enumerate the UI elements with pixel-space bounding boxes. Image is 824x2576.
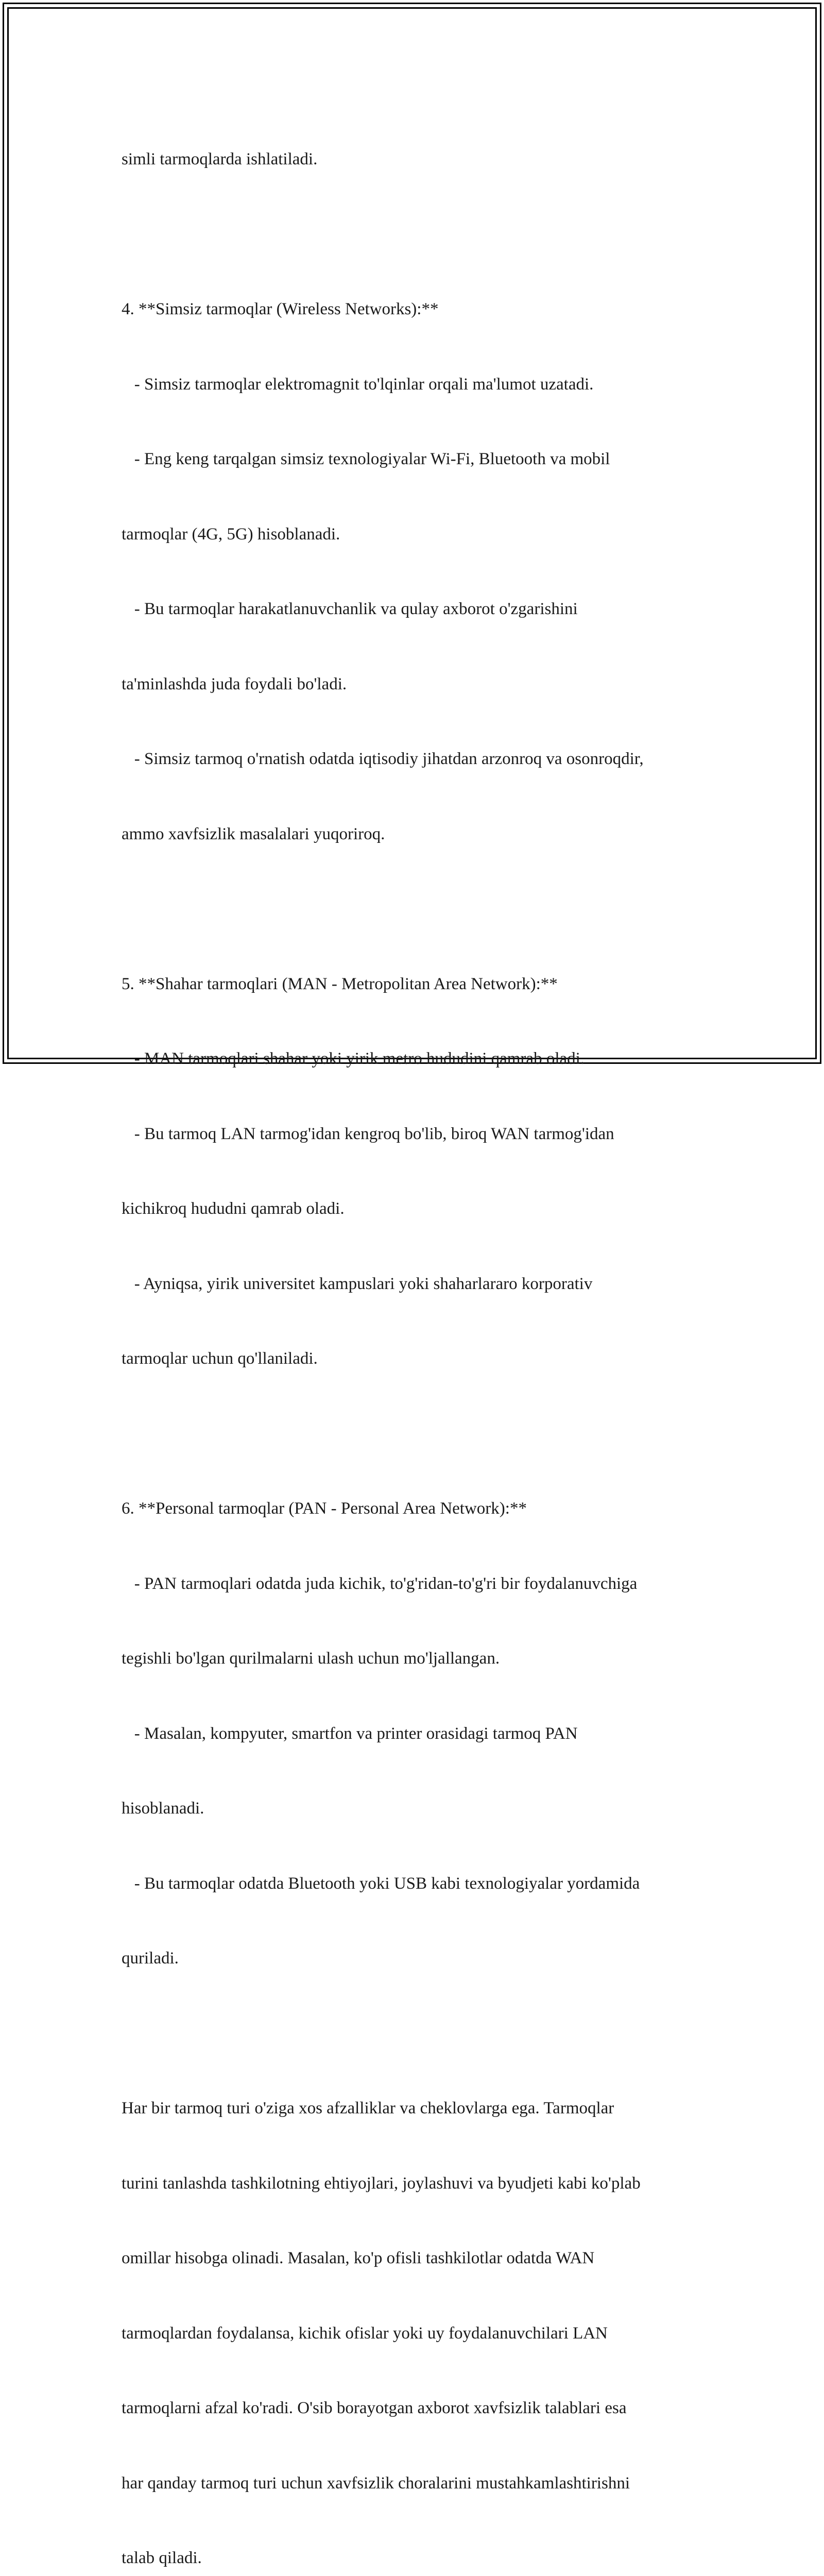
conclusion-line: talab qiladi. [122,2549,202,2567]
conclusion-line: Har bir tarmoq turi o'ziga xos afzalliklar va cheklovlarga ega. Tarmoqlar [122,2099,614,2117]
text-line: - Bu tarmoq LAN tarmog'idan kengroq bo'lib, biroq WAN tarmog'idan [122,1124,614,1143]
text-line: ammo xavfsizlik masalalari yuqoriroq. [122,824,385,843]
text-line: - Simsiz tarmoqlar elektromagnit to'lqinlar orqali ma'lumot uzatadi. [122,375,594,394]
conclusion-line: tarmoqlardan foydalansa, kichik ofislar yoki uy foydalanuvchilari LAN [122,2324,608,2343]
text-line: - MAN tarmoqlari shahar yoki yirik metro hududini qamrab oladi. [122,1049,585,1068]
text-line: - Eng keng tarqalgan simsiz texnologiyalar Wi-Fi, Bluetooth va mobil [122,450,610,468]
conclusion-line: har qanday tarmoq turi uchun xavfsizlik choralarini mustahkamlashtirishni [122,2473,630,2493]
text-line: quriladi. [122,1949,179,1968]
text-line: hisoblanadi. [122,1799,204,1818]
document-body [122,97,714,2576]
section-heading-pan: 6. **Personal tarmoqlar (PAN - Personal Area Network):** [122,1499,527,1518]
text-line: - Ayniqsa, yirik universitet kampuslari yoki shaharlararo korporativ [122,1274,593,1293]
text-line: tarmoqlar uchun qo'llaniladi. [122,1349,318,1368]
blank-line [122,1421,714,1447]
conclusion-line: omillar hisobga olinadi. Masalan, ko'p ofisli tashkilotlar odatda WAN [122,2249,595,2267]
conclusion-line: turini tanlashda tashkilotning ehtiyojlari, joylashuvi va byudjeti kabi ko'plab [122,2174,641,2193]
text-line: simli tarmoqlarda ishlatiladi. [122,150,318,168]
blank-line [122,896,714,922]
blank-line [122,222,714,247]
text-line: tarmoqlar (4G, 5G) hisoblanadi. [122,524,340,544]
conclusion-line: tarmoqlarni afzal ko'radi. O'sib borayotgan axborot xavfsizlik talablari esa [122,2399,627,2417]
section-heading-man: 5. **Shahar tarmoqlari (MAN - Metropolitan Area Network):** [122,974,558,993]
text-line: ta'minlashda juda foydali bo'ladi. [122,674,347,693]
text-line: - PAN tarmoqlari odatda juda kichik, to'g'ridan-to'g'ri bir foydalanuvchiga [122,1574,638,1593]
text-line: tegishli bo'lgan qurilmalarni ulash uchun mo'ljallangan. [122,1649,500,1668]
text-line: - Bu tarmoqlar odatda Bluetooth yoki USB kabi texnologiyalar yordamida [122,1874,640,1893]
section-heading-wireless: 4. **Simsiz tarmoqlar (Wireless Networks):** [122,300,439,318]
text-line: - Masalan, kompyuter, smartfon va printer orasidagi tarmoq PAN [122,1724,578,1743]
text-line: kichikroq hududni qamrab oladi. [122,1199,345,1218]
text-line: - Bu tarmoqlar harakatlanuvchanlik va qulay axborot o'zgarishini [122,600,578,618]
blank-line [122,2021,714,2046]
text-line: - Simsiz tarmoq o'rnatish odatda iqtisodiy jihatdan arzonroq va osonroqdir, [122,750,644,768]
